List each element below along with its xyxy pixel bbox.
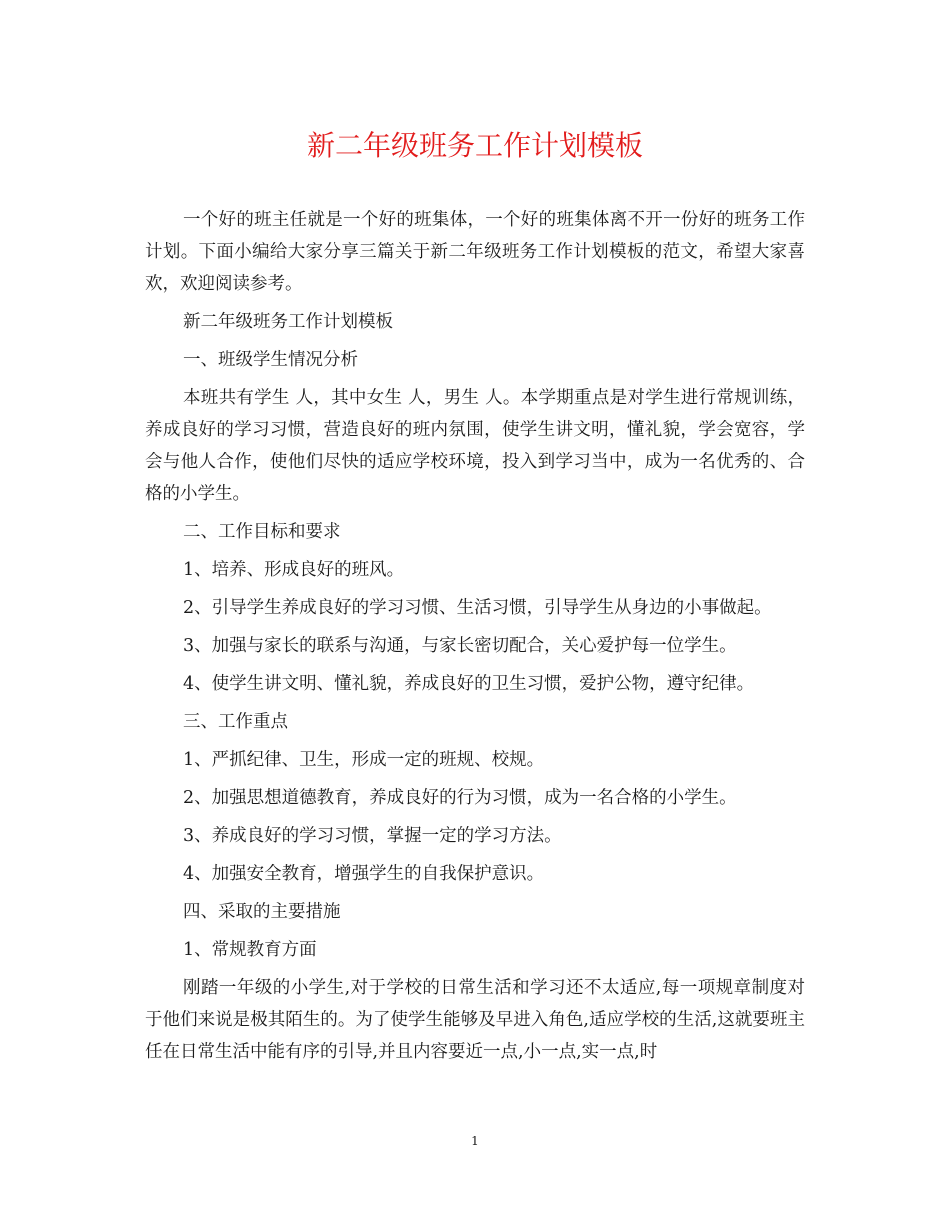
goal-item-1: 1、培养、形成良好的班风。 (183, 560, 405, 580)
goal-item-4: 4、使学生讲文明、懂礼貌，养成良好的卫生习惯，爱护公物，遵守纪律。 (183, 674, 755, 694)
intro-paragraph: 一个好的班主任就是一个好的班集体，一个好的班集体离不开一份好的班务工作计划。下面小编给大家分享三篇关于新二年级班务工作计划模板的范文，希望大家喜欢，欢迎阅读参考。 (145, 210, 805, 294)
goal-item-3: 3、加强与家长的联系与沟通，与家长密切配合，关心爱护每一位学生。 (183, 636, 737, 656)
section-heading-template: 新二年级班务工作计划模板 (183, 312, 393, 332)
focus-item-3: 3、养成良好的学习习惯，掌握一定的学习方法。 (183, 826, 562, 846)
document-title: 新二年级班务工作计划模板 (306, 129, 643, 162)
goal-item-2: 2、引导学生养成良好的学习习惯、生活习惯，引导学生从身边的小事做起。 (183, 598, 772, 618)
document-body (145, 204, 805, 1074)
section-heading-1: 一、班级学生情况分析 (183, 350, 358, 370)
focus-item-1: 1、严抓纪律、卫生，形成一定的班规、校规。 (183, 750, 545, 770)
measure-subheading-1: 1、常规教育方面 (183, 940, 317, 960)
section-heading-3: 三、工作重点 (183, 712, 288, 732)
focus-item-4: 4、加强安全教育，增强学生的自我保护意识。 (183, 864, 545, 884)
routine-education-paragraph: 刚踏一年级的小学生,对于学校的日常生活和学习还不太适应,每一项规章制度对于他们来说是极其陌生的。为了使学生能够及早进入角色,适应学校的生活,这就要班主任在日常生活中能有序的引导,并且内容要近一点,小一点,实一点,时 (145, 978, 805, 1062)
section-heading-4: 四、采取的主要措施 (183, 902, 341, 922)
page-number: 1 (471, 1134, 479, 1148)
class-analysis-paragraph: 本班共有学生 人，其中女生 人，男生 人。本学期重点是对学生进行常规训练，养成良好的学习习惯，营造良好的班内氛围，使学生讲文明，懂礼貌，学会宽容，学会与他人合作，使他们尽快的适应学校环境，投入到学习当中，成为一名优秀的、合格的小学生。 (145, 388, 805, 504)
focus-item-2: 2、加强思想道德教育，养成良好的行为习惯，成为一名合格的小学生。 (183, 788, 737, 808)
section-heading-2: 二、工作目标和要求 (183, 522, 341, 542)
